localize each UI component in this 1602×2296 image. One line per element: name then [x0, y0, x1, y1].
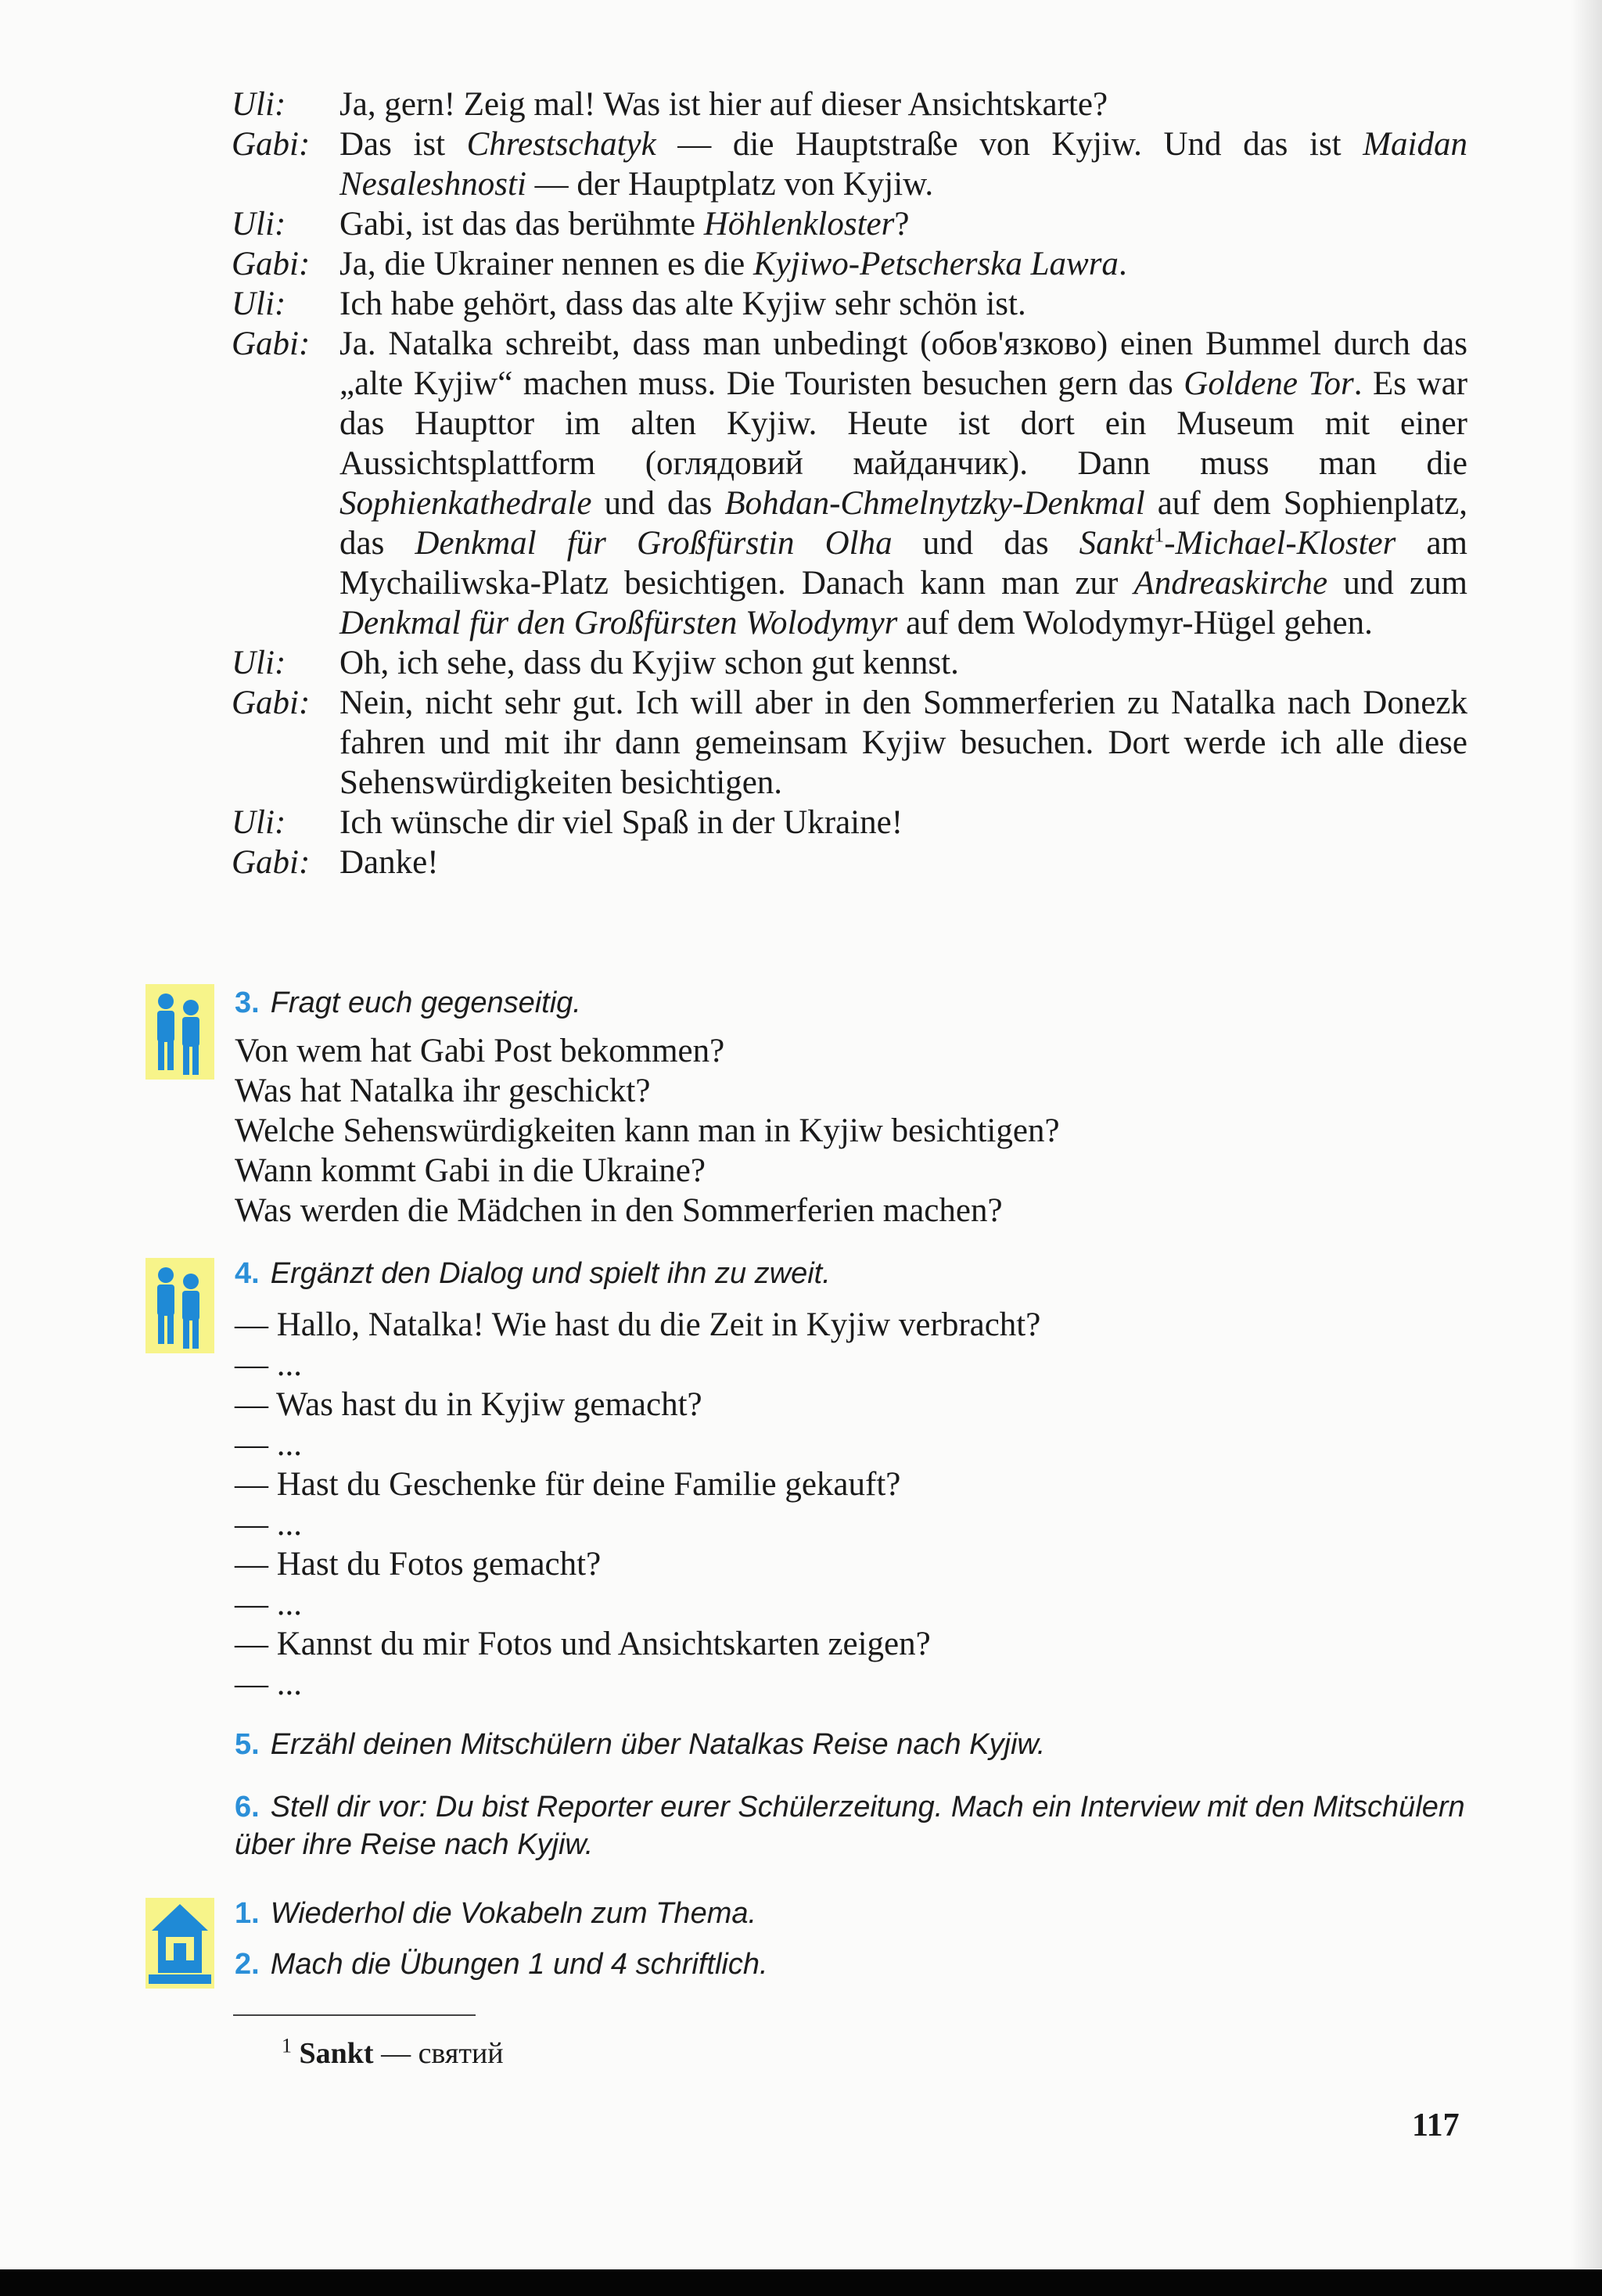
task-number: 4. — [235, 1257, 260, 1290]
speaker-name: Uli: — [232, 286, 286, 322]
text-run: Ja, die Ukrainer nennen es die — [339, 246, 753, 282]
text-run: und das — [591, 485, 725, 522]
task-text: Fragt euch gegenseitig. — [270, 986, 581, 1019]
dialog-line — [232, 803, 1467, 843]
dialog-line — [232, 284, 1467, 324]
text-run: auf dem Sophienplatz, das — [339, 485, 1467, 562]
dialog-line: — Was hast du in Kyjiw gemacht? — [235, 1386, 702, 1423]
dialog-line — [232, 84, 1467, 124]
text-run: Höhlenkloster — [703, 206, 895, 243]
dialog-text-body — [339, 84, 1467, 124]
text-run: Oh, ich sehe, dass du Kyjiw schon gut kennst. — [339, 645, 959, 681]
dialog-line — [232, 204, 1467, 244]
text-run: Denkmal für Großfürstin Olha — [415, 525, 893, 562]
task-3-instruction — [235, 984, 1478, 1022]
text-run: Goldene Tor — [1184, 365, 1354, 402]
dialog-text-body — [339, 204, 1467, 244]
task-text: Stell dir vor: Du bist Reporter eurer Schülerzeitung. Mach ein Interview mit den Mitschülern über ihre Reise nach Kyjiw. — [235, 1791, 1465, 1861]
text-run: auf dem Wolodymyr-Hügel gehen. — [897, 605, 1373, 641]
dialog-text — [232, 84, 1467, 882]
question-line: Von wem hat Gabi Post bekommen? — [235, 1033, 725, 1069]
text-run: . — [1118, 246, 1127, 282]
text-run: am Mychailiwska-Platz besichtigen. Danach kann man zur — [339, 525, 1467, 602]
footnote-rule — [233, 2014, 476, 2016]
pair-work-icon — [145, 1258, 214, 1353]
homework-item-2 — [235, 1946, 1478, 1983]
text-run: und das — [892, 525, 1079, 562]
page-shadow — [1571, 0, 1602, 2269]
speaker-name: Uli: — [232, 645, 286, 681]
text-run: ? — [894, 206, 910, 243]
task-5-instruction — [235, 1726, 1478, 1763]
dialog-line — [232, 124, 1467, 204]
speaker-name: Uli: — [232, 206, 286, 243]
dialog-line: — ... — [235, 1665, 302, 1702]
footnote-ref: 1 — [1154, 523, 1165, 547]
text-run: Maidan Nesaleshnosti — [339, 126, 1467, 203]
text-run: Denkmal für den Großfürsten Wolodymyr — [339, 605, 898, 641]
page-edge — [0, 2269, 1602, 2296]
question-line: Wann kommt Gabi in die Ukraine? — [235, 1152, 706, 1189]
dialog-line — [232, 324, 1467, 643]
footnote-translation: — святий — [381, 2037, 504, 2070]
dialog-line: — Hallo, Natalka! Wie hast du die Zeit in Kyjiw verbracht? — [235, 1306, 1041, 1343]
speaker-name: Uli: — [232, 86, 286, 123]
dialog-line: — Hast du Geschenke für deine Familie gekauft? — [235, 1466, 901, 1503]
text-run: Das ist — [339, 126, 467, 163]
task-text: Ergänzt den Dialog und spielt ihn zu zweit. — [270, 1257, 831, 1290]
speaker-name: Gabi: — [232, 325, 311, 362]
dialog-text-body — [339, 324, 1467, 643]
dialog-line: — ... — [235, 1506, 302, 1543]
speaker-name: Uli: — [232, 804, 286, 841]
homework-item-1 — [235, 1895, 1478, 1932]
text-run: Gabi, ist das das berühmte — [339, 206, 704, 243]
text-run: und zum — [1327, 565, 1467, 602]
dialog-line: — Hast du Fotos gemacht? — [235, 1546, 602, 1583]
footnote-term: Sankt — [299, 2037, 374, 2070]
text-run: Ja. Natalka schreibt, dass man unbedingt (обов'язково) einen Bummel durch das „alte Kyjiw“ machen muss. Die Touristen besuchen gern das — [339, 325, 1467, 402]
question-line: Welche Sehenswürdigkeiten kann man in Kyjiw besichtigen? — [235, 1112, 1060, 1149]
text-run: Bohdan-Chmelnytzky-Denkmal — [724, 485, 1145, 522]
pair-work-icon — [145, 984, 214, 1080]
text-run: Ja, gern! Zeig mal! Was ist hier auf dieser Ansichtskarte? — [339, 86, 1108, 123]
task-number: 1. — [235, 1897, 260, 1930]
task-number: 3. — [235, 986, 260, 1019]
dialog-line — [232, 843, 1467, 882]
task-4-instruction — [235, 1255, 1478, 1292]
dialog-text-body — [339, 803, 1467, 843]
text-run: Ich wünsche dir viel Spaß in der Ukraine! — [339, 804, 903, 841]
dialog-line: — ... — [235, 1346, 302, 1383]
task-4-dialog — [235, 1305, 1471, 1704]
dialog-line: — Kannst du mir Fotos und Ansichtskarten zeigen? — [235, 1626, 931, 1662]
text-run: Chrestschatyk — [466, 126, 656, 163]
dialog-text-body — [339, 284, 1467, 324]
task-number: 6. — [235, 1791, 260, 1824]
dialog-text-body — [339, 124, 1467, 204]
task-number: 2. — [235, 1948, 260, 1981]
text-run: Sankt — [1079, 525, 1155, 562]
footnote-mark: 1 — [282, 2034, 292, 2057]
dialog-line: — ... — [235, 1426, 302, 1463]
dialog-line — [232, 683, 1467, 803]
task-number: 5. — [235, 1728, 260, 1761]
dialog-line — [232, 244, 1467, 284]
task-text: Wiederhol die Vokabeln zum Thema. — [270, 1897, 757, 1930]
speaker-name: Gabi: — [232, 246, 311, 282]
question-line: Was hat Natalka ihr geschickt? — [235, 1073, 651, 1109]
text-run: Sophienkathedrale — [339, 485, 592, 522]
dialog-text-body — [339, 843, 1467, 882]
speaker-name: Gabi: — [232, 844, 311, 881]
task-text: Erzähl deinen Mitschülern über Natalkas Reise nach Kyjiw. — [270, 1728, 1046, 1761]
speaker-name: Gabi: — [232, 126, 311, 163]
text-run: . Es war das Haupttor im alten Kyjiw. Heute ist dort ein Museum mit einer Aussichtsplattform (оглядовий майданчик). Dann muss man die — [339, 365, 1468, 482]
text-run: — die Hauptstraße von Kyjiw. Und das ist — [656, 126, 1363, 163]
task-3-questions — [235, 1031, 1471, 1231]
text-run: Nein, nicht sehr gut. Ich will aber in den Sommerferien zu Natalka nach Donezk fahren und mit ihr dann gemeinsam Kyjiw besuchen. Dort werde ich alle diese Sehenswürdigkeiten besichtigen. — [339, 684, 1467, 801]
dialog-text-body — [339, 683, 1467, 803]
dialog-line — [232, 643, 1467, 683]
question-line: Was werden die Mädchen in den Sommerferien machen? — [235, 1192, 1003, 1229]
text-run: — der Hauptplatz von Kyjiw. — [526, 166, 934, 203]
text-run: Ich habe gehört, dass das alte Kyjiw sehr schön ist. — [339, 286, 1026, 322]
dialog-text-body — [339, 643, 1467, 683]
text-run: Danke! — [339, 844, 439, 881]
speaker-name: Gabi: — [232, 684, 311, 721]
text-run: Andreaskirche — [1133, 565, 1328, 602]
page-number: 117 — [1412, 2107, 1460, 2143]
dialog-text-body — [339, 244, 1467, 284]
task-text: Mach die Übungen 1 und 4 schriftlich. — [270, 1948, 768, 1981]
footnote — [282, 2035, 504, 2071]
text-run: -Michael-Kloster — [1164, 525, 1396, 562]
house-icon — [145, 1898, 214, 1989]
text-run: Kyjiwo-Petscherska Lawra — [753, 246, 1119, 282]
dialog-line: — ... — [235, 1586, 302, 1622]
task-6-instruction — [235, 1788, 1478, 1863]
